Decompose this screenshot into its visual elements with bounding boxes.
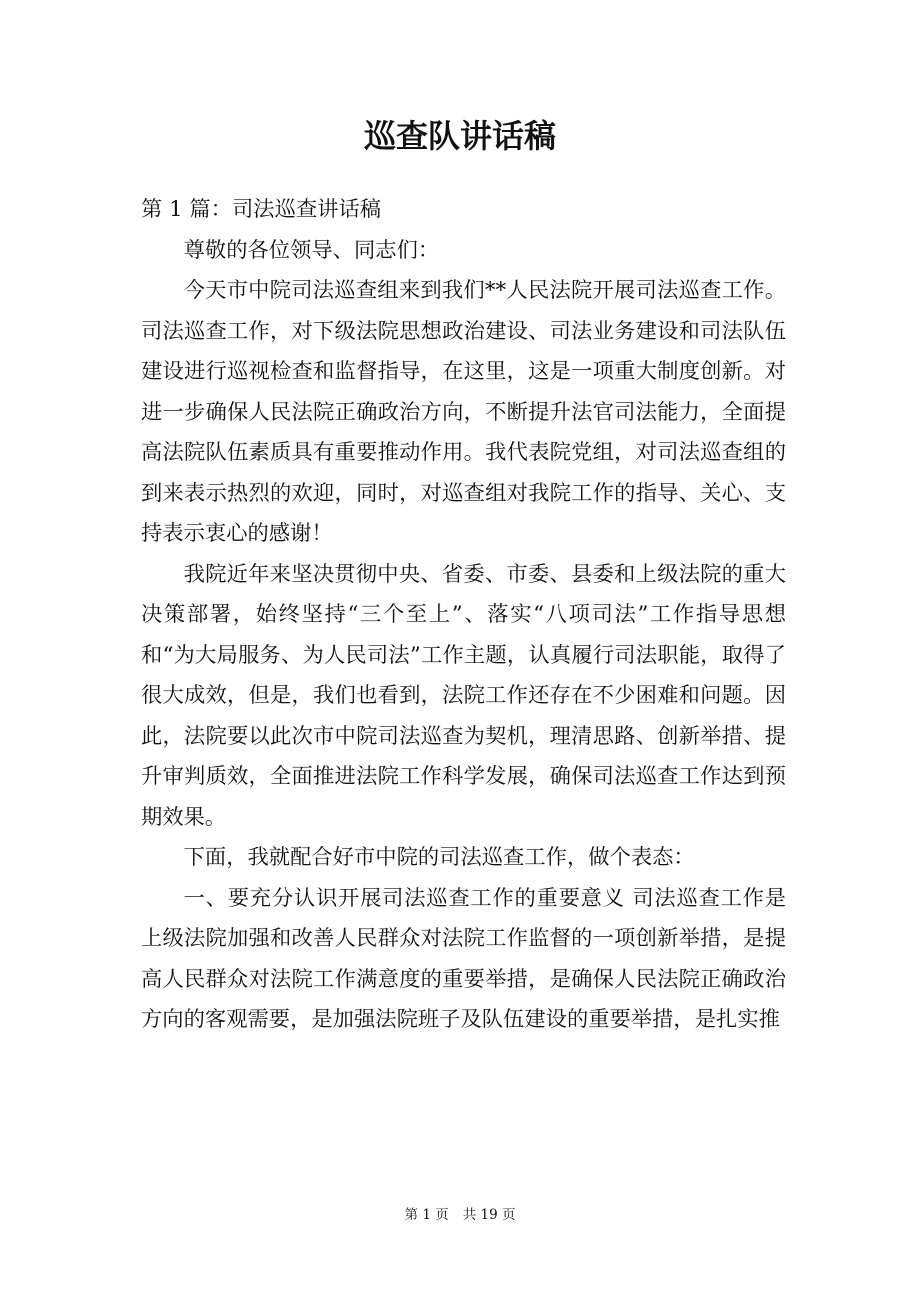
document-body (141, 190, 786, 1041)
salutation-paragraph: 尊敬的各位领导、同志们： (183, 237, 440, 263)
body-paragraph: 今天市中院司法巡查组来到我们**人民法院开展司法巡查工作。司法巡查工作，对下级法院思想政治建设、司法业务建设和司法队伍建设进行巡视检查和监督指导，在这里，这是一项重大制度创新。对进一步确保人民法院正确政治方向，不断提升法官司法能力，全面提高法院队伍素质具有重要推动作用。我代表院党组，对司法巡查组的到来表示热烈的欢迎，同时，对巡查组对我院工作的指导、关心、支持表示衷心的感谢！ (141, 278, 786, 546)
page-number: 第 1 页 (404, 1207, 449, 1223)
page-total: 共 19 页 (462, 1207, 516, 1223)
body-paragraph: 一、要充分认识开展司法巡查工作的重要意义 司法巡查工作是上级法院加强和改善人民群众对法院工作监督的一项创新举措，是提高人民群众对法院工作满意度的重要举措，是确保人民法院正确政治方向的客观需要，是加强法院班子及队伍建设的重要举措，是扎实推 (141, 885, 786, 1032)
page-footer (0, 1205, 920, 1225)
section-heading: 第 1 篇：司法巡查讲话稿 (141, 197, 382, 222)
body-paragraph: 下面，我就配合好市中院的司法巡查工作，做个表态： (183, 845, 695, 870)
body-paragraph: 我院近年来坚决贯彻中央、省委、市委、县委和上级法院的重大决策部署，始终坚持“三个至上”、落实“八项司法”工作指导思想和“为大局服务、为人民司法”工作主题，认真履行司法职能，取得了很大成效，但是，我们也看到，法院工作还存在不少困难和问题。因此，法院要以此次市中院司法巡查为契机，理清思路、创新举措、提升审判质效，全面推进法院工作科学发展，确保司法巡查工作达到预期效果。 (141, 561, 786, 830)
document-title: 巡查队讲话稿 (363, 117, 556, 155)
